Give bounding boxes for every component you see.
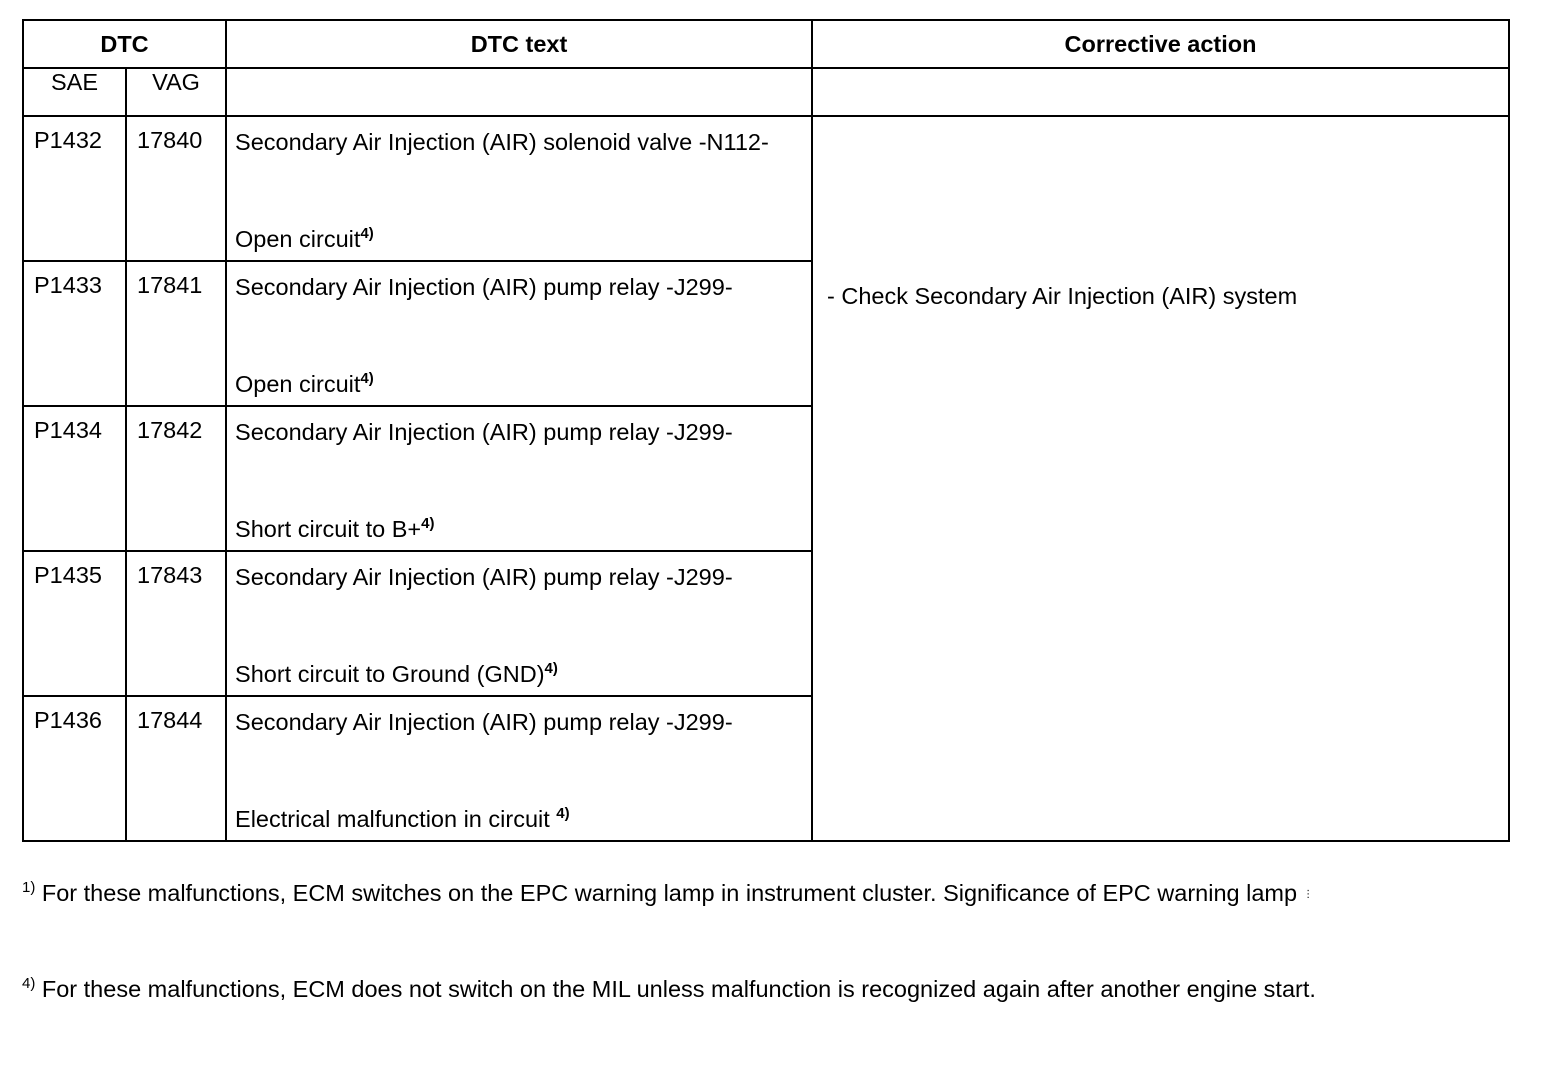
dtc-text-cell xyxy=(226,696,812,841)
footnote-ref: 4) xyxy=(556,805,570,822)
vag-code: 17843 xyxy=(126,551,226,696)
sae-code: P1435 xyxy=(23,551,126,696)
subheader-vag: VAG xyxy=(126,68,226,116)
dtc-condition xyxy=(235,224,374,254)
subheader-row xyxy=(23,68,1509,116)
footnote-mark: 4) xyxy=(22,975,36,992)
dtc-table xyxy=(22,19,1510,842)
footnote-text: For these malfunctions, ECM does not switch on the MIL unless malfunction is recognized again after another engine start. xyxy=(35,976,1316,1002)
condition-label: Electrical malfunction in circuit xyxy=(235,806,557,832)
dtc-condition xyxy=(235,514,434,544)
header-corrective-action: Corrective action xyxy=(812,20,1509,68)
condition-label: Short circuit to Ground (GND) xyxy=(235,661,545,687)
footnote-epc xyxy=(22,880,1313,907)
footnote-ref: 4) xyxy=(421,515,435,532)
vag-code: 17840 xyxy=(126,116,226,261)
sae-code: P1433 xyxy=(23,261,126,406)
condition-label: Short circuit to B+ xyxy=(235,516,422,542)
dtc-description: Secondary Air Injection (AIR) pump relay -J299- xyxy=(235,564,733,590)
sae-code: P1434 xyxy=(23,406,126,551)
sae-code: P1436 xyxy=(23,696,126,841)
condition-label: Open circuit xyxy=(235,226,361,252)
dtc-description: Secondary Air Injection (AIR) pump relay -J299- xyxy=(235,709,733,735)
corrective-action-text: - Check Secondary Air Injection (AIR) system xyxy=(827,283,1298,309)
footnote-text: For these malfunctions, ECM switches on the EPC warning lamp in instrument cluster. Significance of EPC warning lamp xyxy=(35,880,1298,906)
footnote-ref: 4) xyxy=(360,225,374,242)
subheader-empty-text xyxy=(226,68,812,116)
epc-lamp-icon: ⋮ xyxy=(1303,889,1314,901)
dtc-description: Secondary Air Injection (AIR) pump relay -J299- xyxy=(235,419,733,445)
header-dtc-text: DTC text xyxy=(226,20,812,68)
vag-code: 17841 xyxy=(126,261,226,406)
dtc-text-cell xyxy=(226,116,812,261)
table-row xyxy=(23,116,1509,261)
dtc-text-cell xyxy=(226,261,812,406)
footnote-mark: 1) xyxy=(22,879,36,896)
subheader-empty-action xyxy=(812,68,1509,116)
footnote-mil xyxy=(22,976,1316,1003)
dtc-condition xyxy=(235,659,558,689)
vag-code: 17844 xyxy=(126,696,226,841)
dtc-description: Secondary Air Injection (AIR) pump relay -J299- xyxy=(235,274,733,300)
footnote-ref: 4) xyxy=(544,660,558,677)
dtc-text-cell xyxy=(226,551,812,696)
header-dtc: DTC xyxy=(23,20,226,68)
sae-code: P1432 xyxy=(23,116,126,261)
corrective-action-cell xyxy=(812,116,1509,841)
header-row xyxy=(23,20,1509,68)
footnote-ref: 4) xyxy=(360,370,374,387)
subheader-sae: SAE xyxy=(23,68,126,116)
dtc-description: Secondary Air Injection (AIR) solenoid valve -N112- xyxy=(235,129,769,155)
condition-label: Open circuit xyxy=(235,371,361,397)
dtc-condition xyxy=(235,804,570,834)
dtc-text-cell xyxy=(226,406,812,551)
dtc-condition xyxy=(235,369,374,399)
vag-code: 17842 xyxy=(126,406,226,551)
